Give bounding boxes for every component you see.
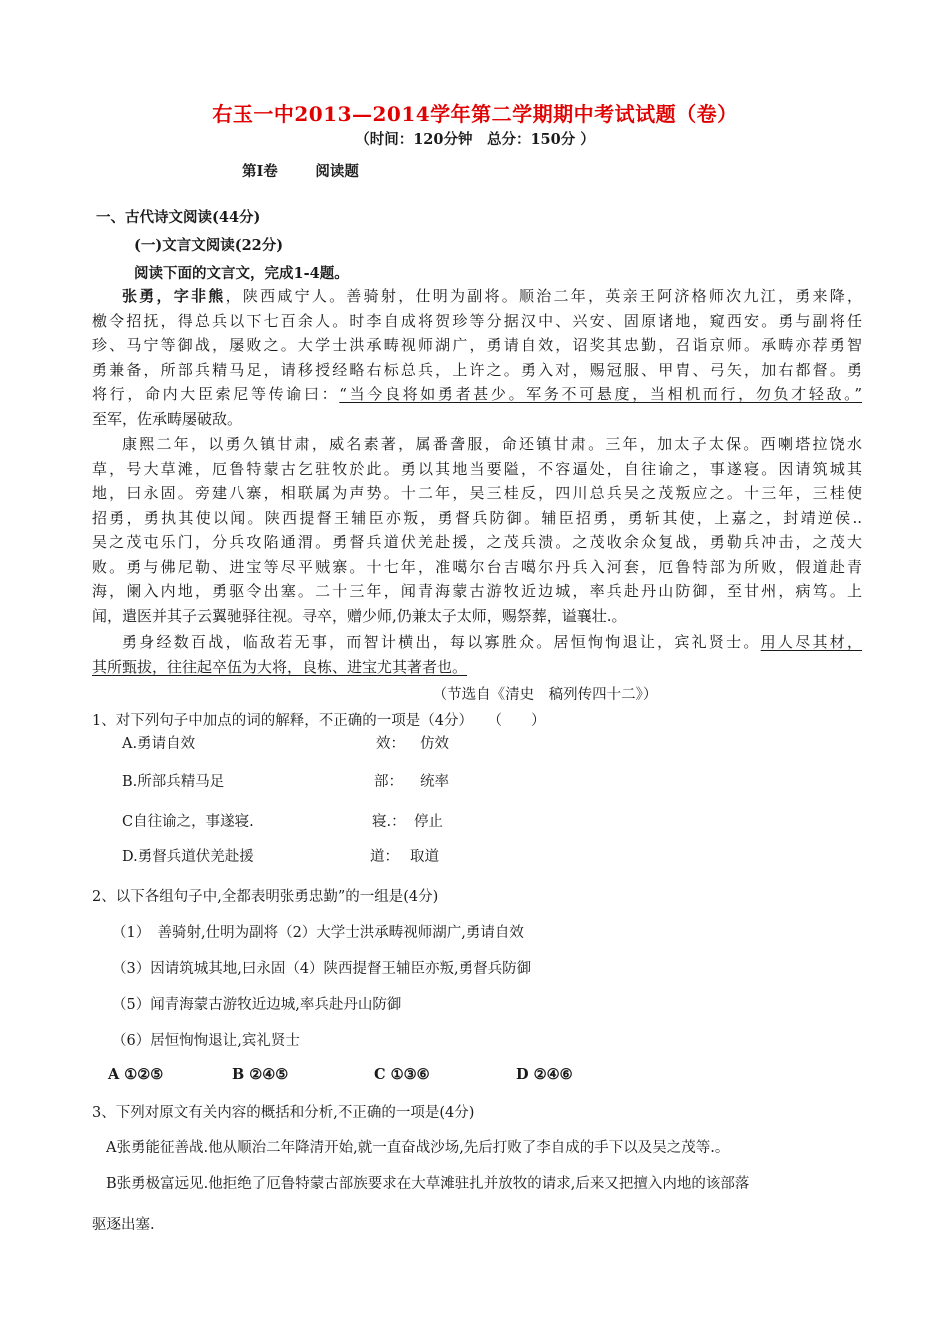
q1-option-b-meaning: 统率 <box>420 774 449 790</box>
q3-option-a: A张勇能征善战.他从顺治二年降清开始,就一直奋战沙场,先后打败了李自成的手下以及吴之茂等.。 <box>106 1140 730 1156</box>
subsection-heading: (一)文言文阅读(22分) <box>134 237 284 254</box>
passage-line: 闻，遣医并其子云翼驰驿往视。寻卒，赠少师,仍兼太子太师，赐祭葬，谥襄壮.。 <box>92 606 627 625</box>
passage-line <box>92 382 862 407</box>
passage-line: 海，阑入内地，勇驱令出塞。二十三年，闻青海蒙古游牧近边城，率兵赴丹山防御，至甘州，病笃。上 <box>92 582 862 600</box>
instruction: 阅读下面的文言文，完成1-4题。 <box>134 265 349 282</box>
q1-option-a-sentence: A.勇请自效 <box>122 736 196 752</box>
passage-line: 地，曰永固。旁建八寨，相联属为声势。十二年，吴三桂反，四川总兵吴之茂叛应之。十三年，三桂使 <box>92 484 862 502</box>
q2-choice-b: B ②④⑤ <box>232 1066 289 1083</box>
q2-item-line: （6）居恒恂恂退让,宾礼贤士 <box>112 1033 300 1049</box>
q1-option-c-meaning: 停止 <box>414 814 443 830</box>
q1-option-b-word: 部： <box>374 774 403 790</box>
underlined-sentence-1: “当今良将如勇者甚少。军务不可悬度，当相机而行，勿负才轻敌。” <box>339 385 862 403</box>
passage-line <box>92 284 862 309</box>
passage-line: 败。勇与佛尼勒、进宝等尽平贼寨。十七年，准噶尔台吉噶尔丹兵入河套，厄鲁特部为所败，假道赴青 <box>92 557 862 576</box>
q2-item-line: （3）因请筑城其地,曰永固（4）陕西提督王辅臣亦叛,勇督兵防御 <box>112 961 532 977</box>
underlined-sentence-2b: 其所甄拔，往往起卒伍为大将，良栋、进宝尤其著者也。 <box>92 657 468 676</box>
question-3-stem: 3、下列对原文有关内容的概括和分析,不正确的一项是(4分) <box>92 1105 475 1121</box>
exam-title: 右玉一中2013—2014学年第二学期期中考试试题（卷） <box>212 102 738 126</box>
passage-paragraph-2 <box>92 432 862 628</box>
passage-line <box>92 655 862 680</box>
q1-option-a-word: 效： <box>376 736 405 752</box>
q2-item-line: （1） 善骑射,仕明为副将（2）大学士洪承畴视师湖广,勇请自效 <box>112 925 524 941</box>
q1-option-d-sentence: D.勇督兵道伏羌赴援 <box>122 849 254 865</box>
passage-text: ，陕西咸宁人。善骑射，仕明为副将。顺治二年，英亲王阿济格师次九江，勇来降， <box>225 287 862 305</box>
passage-line: 康熙二年，以勇久镇甘肃，威名素著，属番詟服，命还镇甘肃。三年，加太子太保。西喇塔拉饶水 <box>122 435 862 453</box>
section-heading: 一、古代诗文阅读(44分) <box>96 209 261 226</box>
q3-option-b-line2: 驱逐出塞. <box>92 1217 155 1233</box>
passage-line <box>92 630 862 655</box>
passage-text: 将行，命内大臣索尼等传谕曰： <box>92 385 340 403</box>
passage-source: （节选自《清史 稿列传四十二》） <box>432 687 658 703</box>
passage-paragraph-3 <box>92 630 862 679</box>
q1-option-a-meaning: 仿效 <box>420 736 449 752</box>
q2-choice-d: D ②④⑥ <box>516 1066 573 1083</box>
underlined-sentence-2a: 用人尽其材， <box>760 633 862 651</box>
question-2-stem: 2、以下各组句子中,全都表明张勇忠勤”的一组是(4分) <box>92 889 439 905</box>
q1-option-b-sentence: B.所部兵精马足 <box>122 774 225 790</box>
q1-option-c-sentence: C自往谕之，事遂寝. <box>122 814 254 830</box>
passage-line: 草，号大草滩，厄鲁特蒙古乞驻牧於此。勇以其地当要隘，不容逼处，自往谕之，事遂寝。因请筑城其 <box>92 459 862 478</box>
passage-line: 勇兼备，所部兵精马足，请移授经略右标总兵，上许之。勇入对，赐冠服、甲胄、弓矢，加右都督。勇 <box>92 360 862 379</box>
q2-choice-a: A ①②⑤ <box>108 1066 164 1083</box>
passage-line: 招勇，勇执其使以闻。陕西提督王辅臣亦叛，勇督兵防御。辅臣招勇，勇斩其使，上嘉之，封靖逆侯.. <box>92 508 862 527</box>
passage-line: 吴之茂屯乐门，分兵攻陷通渭。勇督兵道伏羌赴援，之茂兵溃。之茂收余众复战，勇勒兵冲击，之茂大 <box>92 533 862 551</box>
passage-lead: 张勇，字非熊 <box>122 287 226 305</box>
q1-option-d-word: 道： <box>370 849 399 865</box>
q2-item-line: （5）闻青海蒙古游牧近边城,率兵赴丹山防御 <box>112 997 402 1013</box>
question-1-stem: 1、对下列句子中加点的词的解释，不正确的一项是（4分） （ ） <box>92 713 546 729</box>
q1-option-d-meaning: 取道 <box>410 849 439 865</box>
passage-paragraph-1 <box>92 284 862 431</box>
passage-line: 檄令招抚，得总兵以下七百余人。时李自成将贺珍等分据汉中、兴安、固原诸地，窥西安。勇与副将任 <box>92 311 862 330</box>
passage-line: 珍、马宁等御战，屡败之。大学士洪承畴视师湖广，勇请自效，诏奖其忠勤，召诣京师。承畴亦荐勇智 <box>92 336 862 354</box>
exam-time-score: （时间：120分钟 总分：150分 ） <box>355 131 595 148</box>
passage-line: 至军，佐承畴屡破敌。 <box>92 409 243 428</box>
q2-choice-c: C ①③⑥ <box>374 1066 430 1083</box>
q3-option-b-line1: B张勇极富远见.他拒绝了厄鲁特蒙古部族要求在大草滩驻扎并放牧的请求,后来又把擅入内地的该部落 <box>106 1176 750 1192</box>
part-heading: 第Ⅰ卷 阅读题 <box>242 163 359 180</box>
q1-option-c-word: 寝.： <box>372 814 406 830</box>
passage-text: 勇身经数百战，临敌若无事，而智计横出，每以寡胜众。居恒恂恂退让，宾礼贤士。 <box>122 633 761 651</box>
